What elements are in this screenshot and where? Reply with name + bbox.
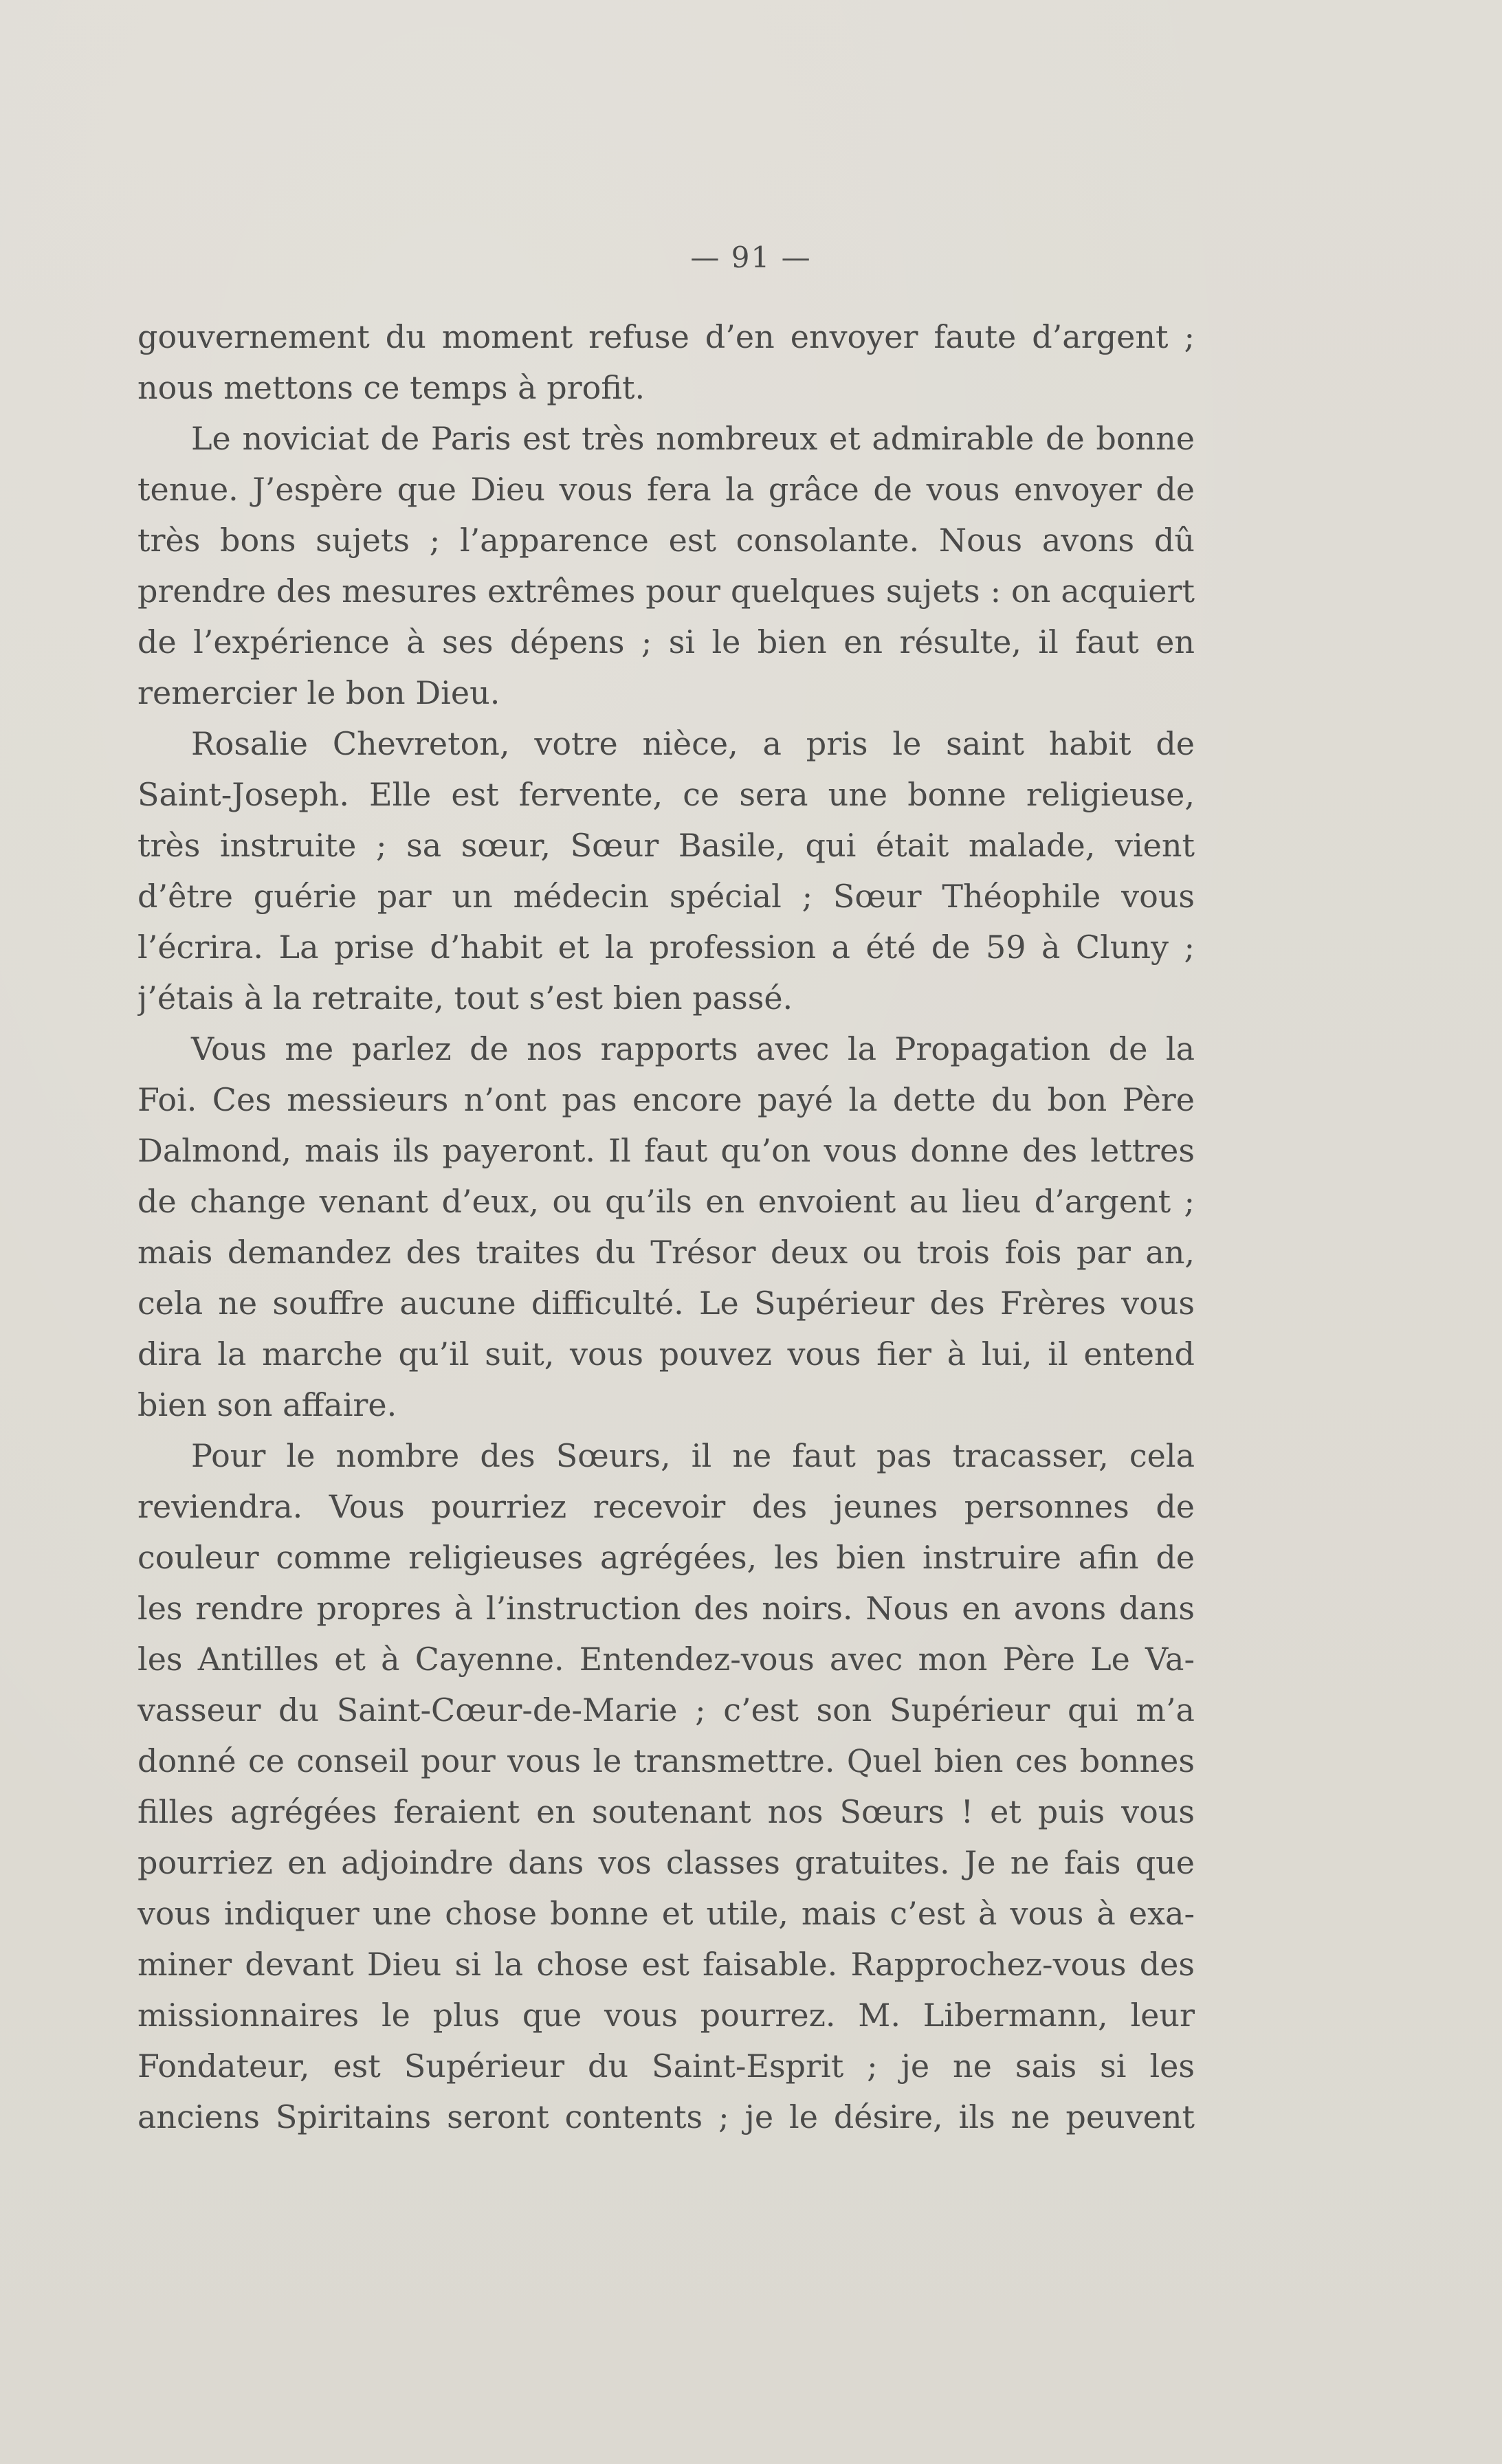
text-line: Le noviciat de Paris est très nombreux et admirable de bonne <box>191 420 1195 457</box>
text-line: mais demandez des traites du Trésor deux ou trois fois par an, <box>137 1234 1195 1271</box>
text-line: très instruite ; sa sœur, Sœur Basile, qui était malade, vient <box>137 827 1195 864</box>
text-line: de l’expérience à ses dépens ; si le bien en résulte, il faut en <box>137 623 1195 661</box>
text-line: filles agrégées feraient en soutenant nos Sœurs ! et puis vous <box>137 1793 1195 1830</box>
text-line: miner devant Dieu si la chose est faisable. Rapprochez-vous des <box>137 1946 1195 1983</box>
text-line: dira la marche qu’il suit, vous pouvez vous fier à lui, il entend <box>137 1335 1195 1373</box>
text-line: les rendre propres à l’instruction des noirs. Nous en avons dans <box>137 1590 1195 1627</box>
text-line: Foi. Ces messieurs n’ont pas encore payé la dette du bon Père <box>137 1081 1195 1118</box>
text-line: missionnaires le plus que vous pourrez. M. Libermann, leur <box>137 1997 1195 2034</box>
text-line: Dalmond, mais ils payeront. Il faut qu’on vous donne des lettres <box>137 1132 1195 1169</box>
text-line: Saint-Joseph. Elle est fervente, ce sera une bonne religieuse, <box>137 776 1195 813</box>
text-line: Vous me parlez de nos rapports avec la Propagation de la <box>191 1030 1195 1067</box>
text-line: vous indiquer une chose bonne et utile, mais c’est à vous à exa- <box>137 1895 1195 1932</box>
text-line: l’écrira. La prise d’habit et la profession a été de 59 à Cluny ; <box>137 929 1195 966</box>
body-text <box>137 311 1195 2142</box>
text-line: nous mettons ce temps à profit. <box>137 369 645 406</box>
text-line: prendre des mesures extrêmes pour quelques sujets : on acquiert <box>137 573 1195 610</box>
text-line: de change venant d’eux, ou qu’ils en envoient au lieu d’argent ; <box>137 1183 1195 1220</box>
text-line: remercier le bon Dieu. <box>137 674 500 711</box>
text-line: les Antilles et à Cayenne. Entendez-vous avec mon Père Le Va- <box>137 1641 1195 1678</box>
text-line: bien son affaire. <box>137 1386 397 1423</box>
text-line: reviendra. Vous pourriez recevoir des jeunes personnes de <box>137 1488 1195 1525</box>
text-line: Rosalie Chevreton, votre nièce, a pris le saint habit de <box>191 725 1195 762</box>
text-line: donné ce conseil pour vous le transmettre. Quel bien ces bonnes <box>137 1742 1195 1779</box>
text-line: vasseur du Saint-Cœur-de-Marie ; c’est son Supérieur qui m’a <box>137 1691 1195 1729</box>
text-line: d’être guérie par un médecin spécial ; Sœur Théophile vous <box>137 878 1195 915</box>
text-line: couleur comme religieuses agrégées, les bien instruire afin de <box>137 1539 1195 1576</box>
text-line: j’étais à la retraite, tout s’est bien passé. <box>137 979 793 1017</box>
text-line: Pour le nombre des Sœurs, il ne faut pas tracasser, cela <box>191 1437 1195 1474</box>
text-line: tenue. J’espère que Dieu vous fera la grâce de vous envoyer de <box>137 471 1195 508</box>
text-line: anciens Spiritains seront contents ; je le désire, ils ne peuvent <box>137 2098 1195 2135</box>
text-line: gouvernement du moment refuse d’en envoyer faute d’argent ; <box>137 318 1195 355</box>
page-number: — 91 — <box>690 241 812 274</box>
text-line: très bons sujets ; l’apparence est consolante. Nous avons dû <box>137 522 1195 559</box>
text-line: pourriez en adjoindre dans vos classes gratuites. Je ne fais que <box>137 1844 1195 1881</box>
text-line: Fondateur, est Supérieur du Saint-Esprit ; je ne sais si les <box>137 2047 1195 2085</box>
text-line: cela ne souffre aucune difficulté. Le Supérieur des Frères vous <box>137 1285 1195 1322</box>
